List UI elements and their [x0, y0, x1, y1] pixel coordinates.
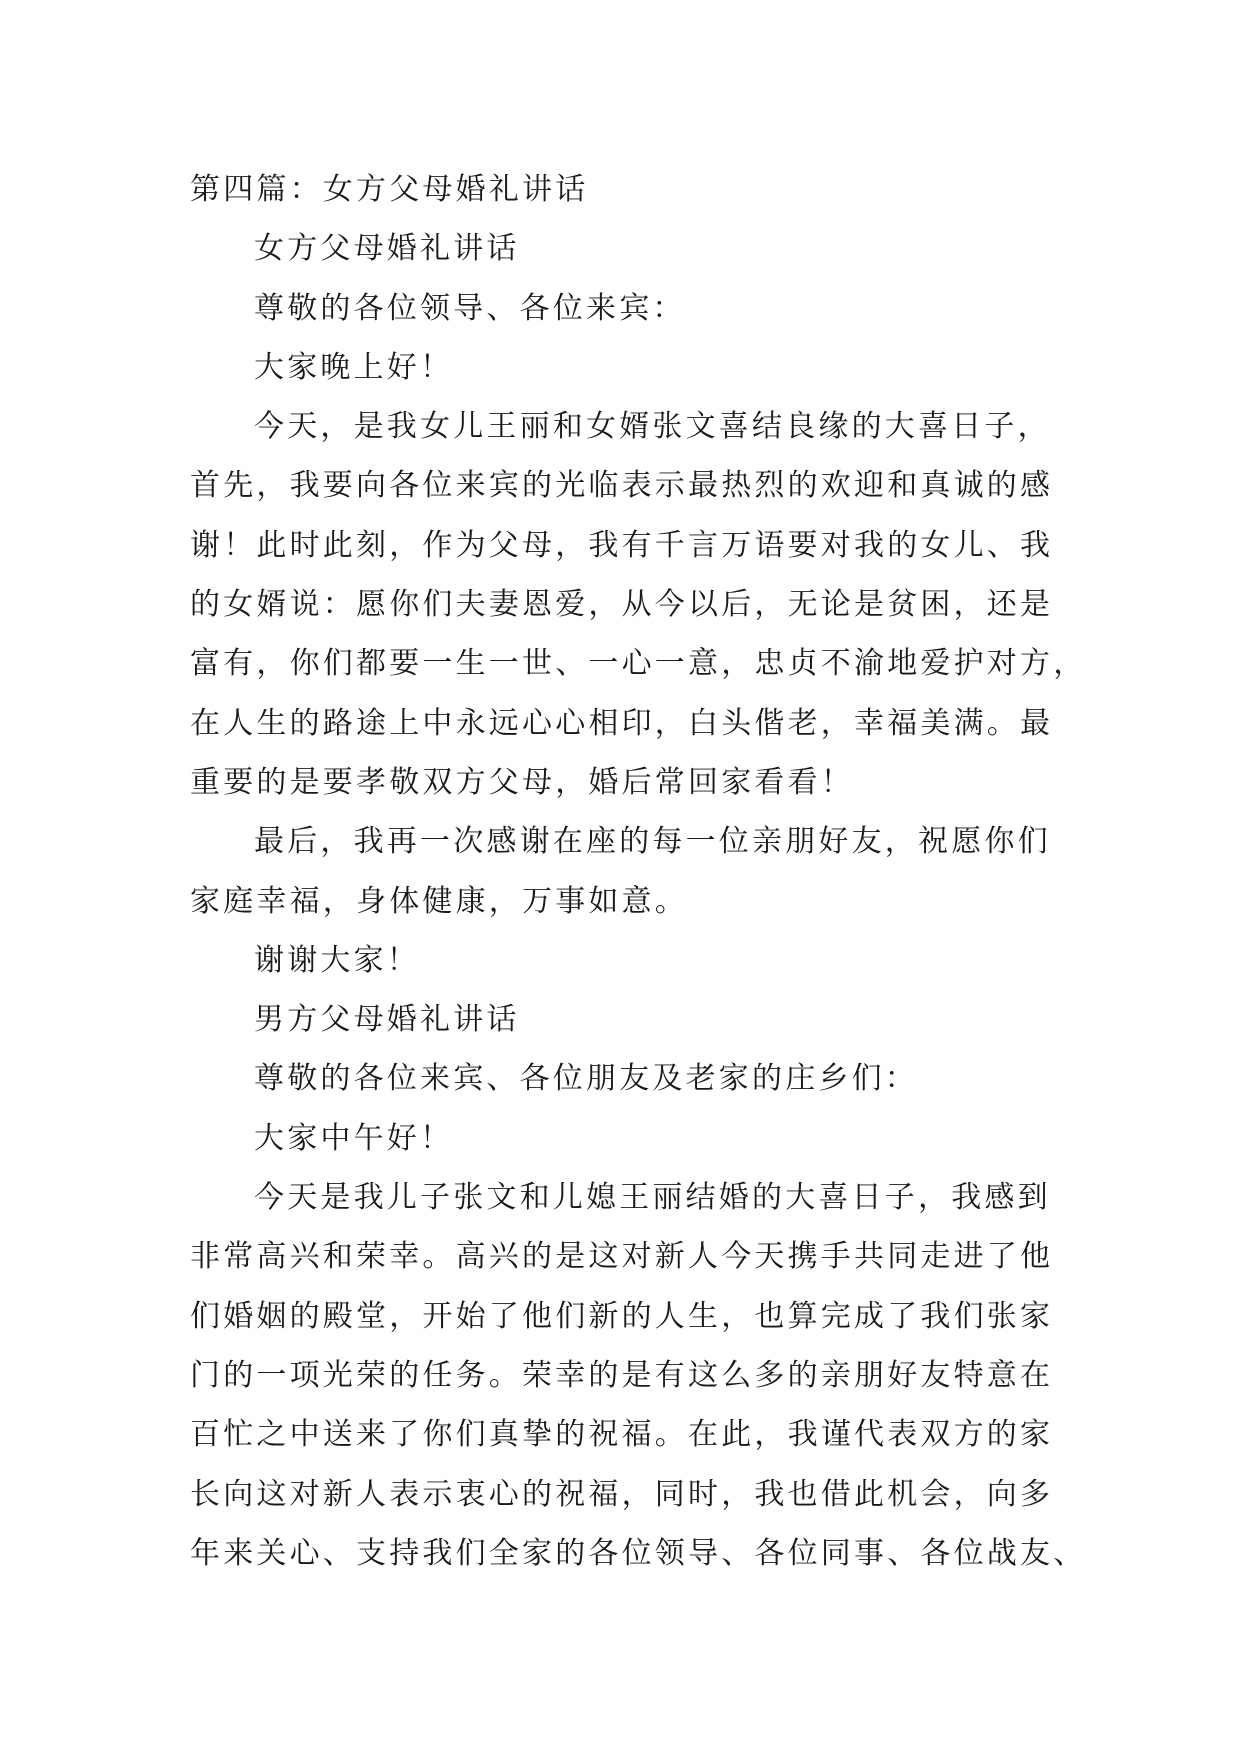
- paragraph-line: 首先，我要向各位来宾的光临表示最热烈的欢迎和真诚的感: [190, 468, 1054, 504]
- paragraph-line: 今天是我儿子张文和儿媳王丽结婚的大喜日子，我感到: [254, 1180, 1051, 1216]
- salutation-line: 尊敬的各位来宾、各位朋友及老家的庄乡们：: [254, 1061, 918, 1097]
- paragraph-line: 谢！此时此刻，作为父母，我有千言万语要对我的女儿、我: [190, 527, 1054, 563]
- speech-title-groom-parents: 男方父母婚礼讲话: [254, 1002, 520, 1038]
- paragraph-line: 百忙之中送来了你们真挚的祝福。在此，我谨代表双方的家: [190, 1417, 1054, 1453]
- paragraph-line: 家庭幸福，身体健康，万事如意。: [190, 883, 688, 919]
- paragraph-line: 非常高兴和荣幸。高兴的是这对新人今天携手共同走进了他: [190, 1239, 1054, 1275]
- salutation-line: 尊敬的各位领导、各位来宾：: [254, 290, 686, 326]
- paragraph-line: 富有，你们都要一生一世、一心一意，忠贞不渝地爱护对方，: [190, 646, 1087, 682]
- greeting-line: 大家中午好！: [254, 1120, 454, 1156]
- paragraph-line: 们婚姻的殿堂，开始了他们新的人生，也算完成了我们张家: [190, 1298, 1054, 1334]
- closing-line: 谢谢大家！: [254, 942, 420, 978]
- paragraph-line: 重要的是要孝敬双方父母，婚后常回家看看！: [190, 764, 854, 800]
- document-page: [190, 160, 1087, 1583]
- paragraph-line: 年来关心、支持我们全家的各位领导、各位同事、各位战友、: [190, 1535, 1087, 1571]
- paragraph-line: 的女婿说：愿你们夫妻恩爱，从今以后，无论是贫困，还是: [190, 587, 1054, 623]
- paragraph-line: 今天，是我女儿王丽和女婿张文喜结良缘的大喜日子，: [254, 409, 1051, 445]
- paragraph-line: 最后，我再一次感谢在座的每一位亲朋好友，祝愿你们: [254, 824, 1051, 860]
- paragraph-line: 长向这对新人表示衷心的祝福，同时，我也借此机会，向多: [190, 1476, 1054, 1512]
- greeting-line: 大家晚上好！: [254, 349, 454, 385]
- speech-title-bride-parents: 女方父母婚礼讲话: [254, 231, 520, 267]
- paragraph-line: 门的一项光荣的任务。荣幸的是有这么多的亲朋好友特意在: [190, 1357, 1054, 1393]
- section-heading: 第四篇：女方父母婚礼讲话: [190, 172, 589, 207]
- paragraph-line: 在人生的路途上中永远心心相印，白头偕老，幸福美满。最: [190, 705, 1054, 741]
